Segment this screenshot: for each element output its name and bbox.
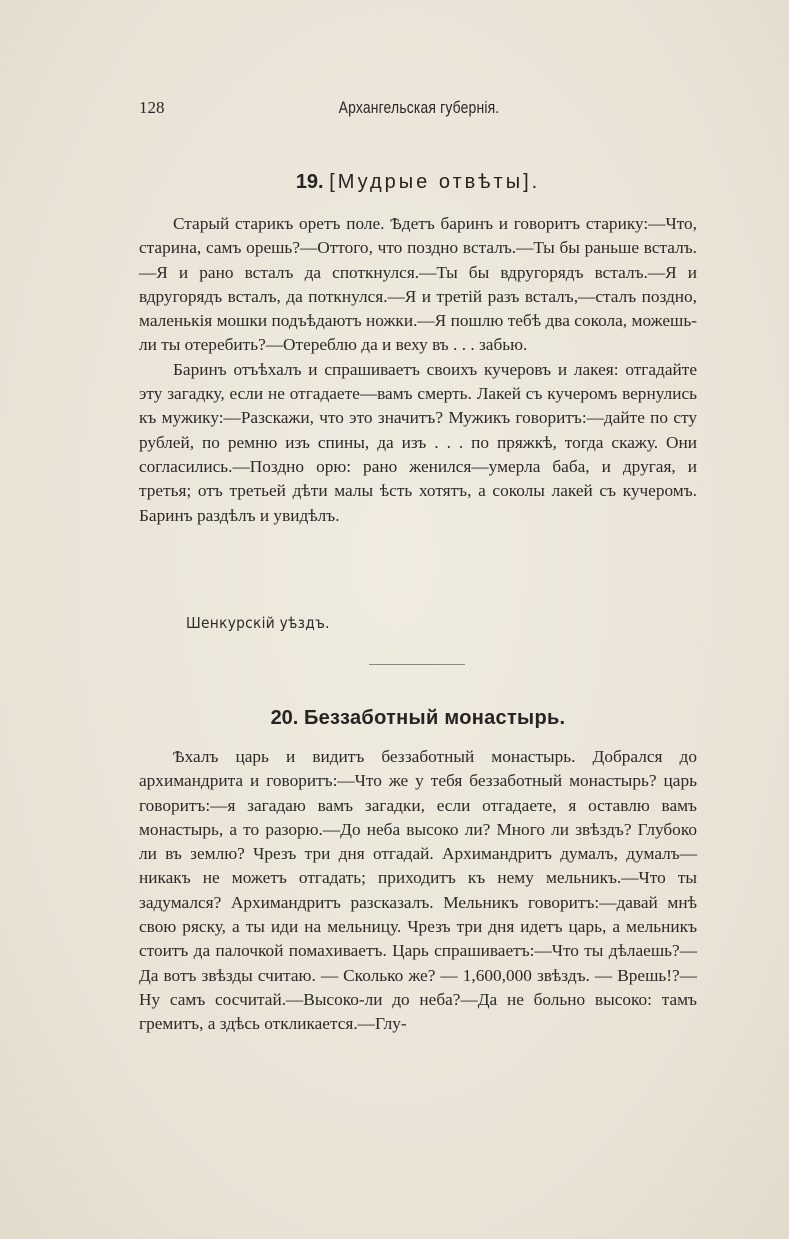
section-divider [369, 664, 465, 665]
section-19-number: 19. [295, 171, 324, 193]
section-19-body [139, 212, 697, 528]
section-19-paragraph-1: Старый старикъ оретъ поле. Ѣдетъ баринъ и говоритъ старику:—Что, старина, самъ орешь?—Оттого, что поздно всталъ.—Ты бы раньше всталъ.—Я и рано всталъ да споткнулся.—Ты бы вдругорядъ всталъ.—Я и вдругорядъ всталъ, да поткнулся.—Я и третій разъ всталъ,—сталъ поздно, маленькія мошки подъѣдаютъ ножки.—Я пошлю тебѣ два сокола, можешь-ли ты отеребить?—Отереблю да и веху въ . . . забью. [139, 214, 697, 355]
section-19-heading [139, 171, 697, 194]
section-19-attribution: Шенкурскій уѣздъ. [186, 614, 330, 632]
running-head [139, 98, 699, 124]
running-title: Архангельская губернія. [338, 98, 500, 117]
section-20-title: Беззаботный монастырь. [303, 707, 566, 729]
section-20-number: 20. [270, 707, 299, 729]
section-20-heading [139, 707, 697, 730]
section-20-body [139, 745, 697, 1037]
section-19-paragraph-2: Баринъ отъѣхалъ и спрашиваетъ своихъ кучеровъ и лакея: отгадайте эту загадку, если не отгадаете—вамъ смерть. Лакей съ кучеромъ вернулись къ мужику:—Разскажи, что это значитъ? Мужикъ говоритъ:—дайте по сту рублей, по ремню изъ спины, да изъ . . . по пряжкѣ, тогда скажу. Они согласились.—Поздно орю: рано женился—умерла баба, и другая, и третья; отъ третьей дѣти малы ѣсть хотятъ, а соколы лакей съ кучеромъ. Баринъ раздѣлъ и увидѣлъ. [139, 359, 697, 525]
page-number: 128 [139, 98, 165, 117]
section-19-title: [Мудрые отвѣты]. [329, 171, 541, 193]
section-20-paragraph-1: Ѣхалъ царь и видитъ беззаботный монастырь. Добрался до архимандрита и говоритъ:—Что же у тебя беззаботный монастырь? царь говоритъ:—я загадаю вамъ загадки, если отгадаете, я оставлю вамъ монастырь, а то разорю.—До неба высоко ли? Много ли звѣздъ? Глубоко ли въ землю? Чрезъ три дня отгадай. Архимандритъ думалъ, думалъ—никакъ не можетъ отгадать; приходитъ къ нему мельникъ.—Что ты задумался? Архимандритъ разсказалъ. Мельникъ говоритъ:—давай мнѣ свою ряску, а ты иди на мельницу. Чрезъ три дня идетъ царь, а мельникъ стоитъ да палочкой помахиваетъ. Царь спрашиваетъ:—Что ты дѣлаешь?—Да вотъ звѣзды считаю. — Сколько же? — 1,600,000 звѣздъ. — Врешь!?—Ну самъ сосчитай.—Высоко-ли до неба?—Да не больно высоко: тамъ гремитъ, а здѣсь откликается.—Глу- [139, 747, 697, 1034]
